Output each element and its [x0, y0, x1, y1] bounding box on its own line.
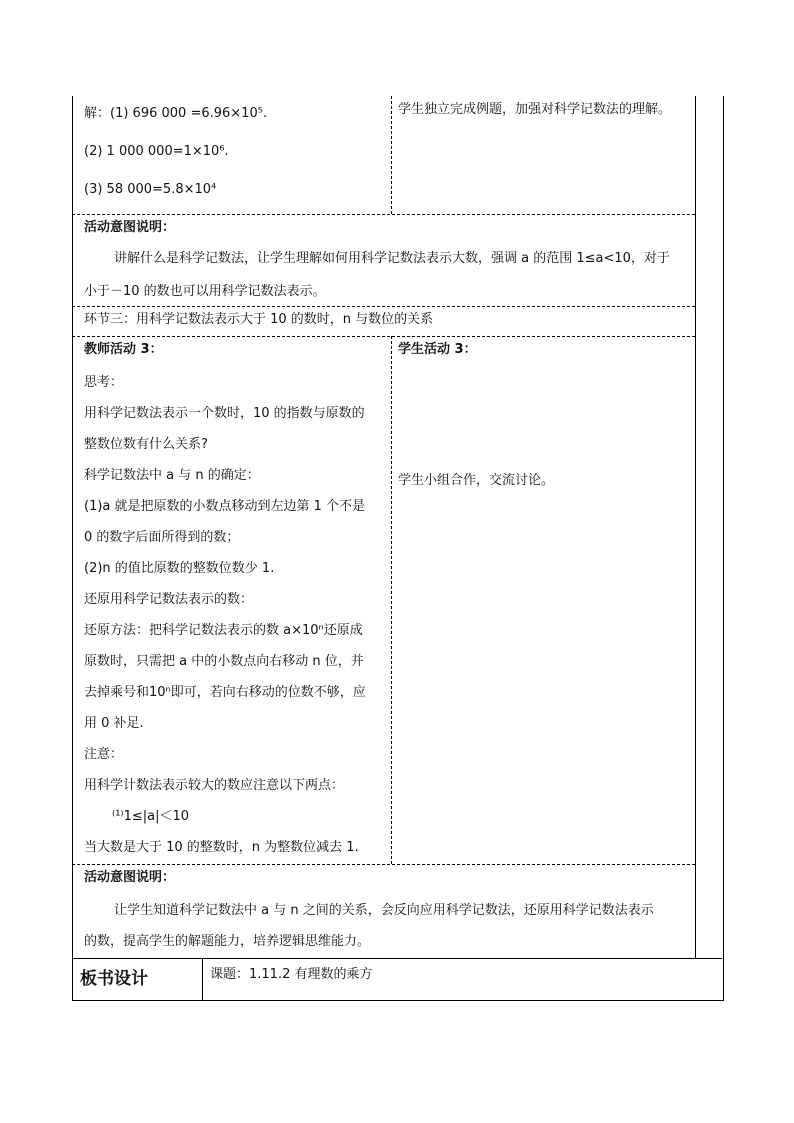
- solution-line-3: (3) 58 000=5.8×10⁴: [84, 182, 217, 197]
- teacher-line: 原数时，只需把 a 中的小数点向右移动 n 位，并: [84, 654, 364, 669]
- student-activity-heading: 学生活动 3：: [398, 342, 477, 357]
- teacher-line: 注意：: [84, 747, 124, 762]
- intent-text-line: 讲解什么是科学记数法，让学生理解如何用科学记数法表示大数，强调 a 的范围 1≤a<10，对于: [114, 251, 670, 266]
- teacher-line: 思考：: [84, 375, 124, 390]
- teacher-line: 当大数是大于 10 的整数时，n 为整数位减去 1.: [84, 840, 359, 855]
- right-gutter-line: [695, 96, 696, 958]
- teacher-line: (1)a 就是把原数的小数点移动到左边第 1 个不是: [84, 499, 366, 514]
- intent-text-line: 小于－10 的数也可以用科学记数法表示。: [84, 284, 326, 299]
- divider: [72, 864, 695, 865]
- divider-activity-cols: [391, 336, 392, 864]
- teacher-line: ⁽¹⁾1≤|a|＜10: [112, 809, 190, 824]
- divider: [72, 214, 695, 215]
- divider: [72, 336, 695, 337]
- divider-board: [72, 958, 722, 959]
- teacher-line: 还原方法：把科学记数法表示的数 a×10ⁿ还原成: [84, 623, 363, 638]
- solution-line-2: (2) 1 000 000=1×10⁶.: [84, 144, 229, 159]
- solution-line-1: 解：(1) 696 000 =6.96×10⁵.: [84, 106, 268, 121]
- teacher-line: (2)n 的值比原数的整数位数少 1.: [84, 561, 275, 576]
- teacher-line: 0 的数字后面所得到的数；: [84, 530, 240, 545]
- section-title: 环节三：用科学记数法表示大于 10 的数时，n 与数位的关系: [84, 312, 434, 327]
- teacher-line: 用科学记数法表示一个数时，10 的指数与原数的: [84, 406, 365, 421]
- student-example-note: 学生独立完成例题，加强对科学记数法的理解。: [398, 102, 672, 117]
- divider-board-col: [202, 958, 203, 1000]
- divider-top-cols: [391, 96, 392, 214]
- intent-heading: 活动意图说明：: [84, 220, 176, 235]
- teacher-activity-heading: 教师活动 3：: [84, 342, 163, 357]
- intent-text-line: 让学生知道科学记数法中 a 与 n 之间的关系，会反向应用科学记数法，还原用科学记数法表示: [114, 903, 654, 918]
- teacher-line: 去掉乘号和10ⁿ即可，若向右移动的位数不够，应: [84, 685, 366, 700]
- board-design-label: 板书设计: [80, 969, 148, 989]
- teacher-line: 科学记数法中 a 与 n 的确定：: [84, 468, 260, 483]
- teacher-line: 用 0 补足.: [84, 716, 144, 731]
- teacher-line: 用科学计数法表示较大的数应注意以下两点：: [84, 778, 345, 793]
- intent-heading: 活动意图说明：: [84, 870, 176, 885]
- divider: [72, 306, 695, 307]
- teacher-line: 整数位数有什么关系?: [84, 437, 208, 452]
- student-activity-text: 学生小组合作，交流讨论。: [398, 473, 555, 488]
- teacher-line: 还原用科学记数法表示的数：: [84, 592, 254, 607]
- board-design-content: 课题：1.11.2 有理数的乘方: [210, 967, 373, 982]
- intent-text-line: 的数，提高学生的解题能力，培养逻辑思维能力。: [84, 934, 371, 949]
